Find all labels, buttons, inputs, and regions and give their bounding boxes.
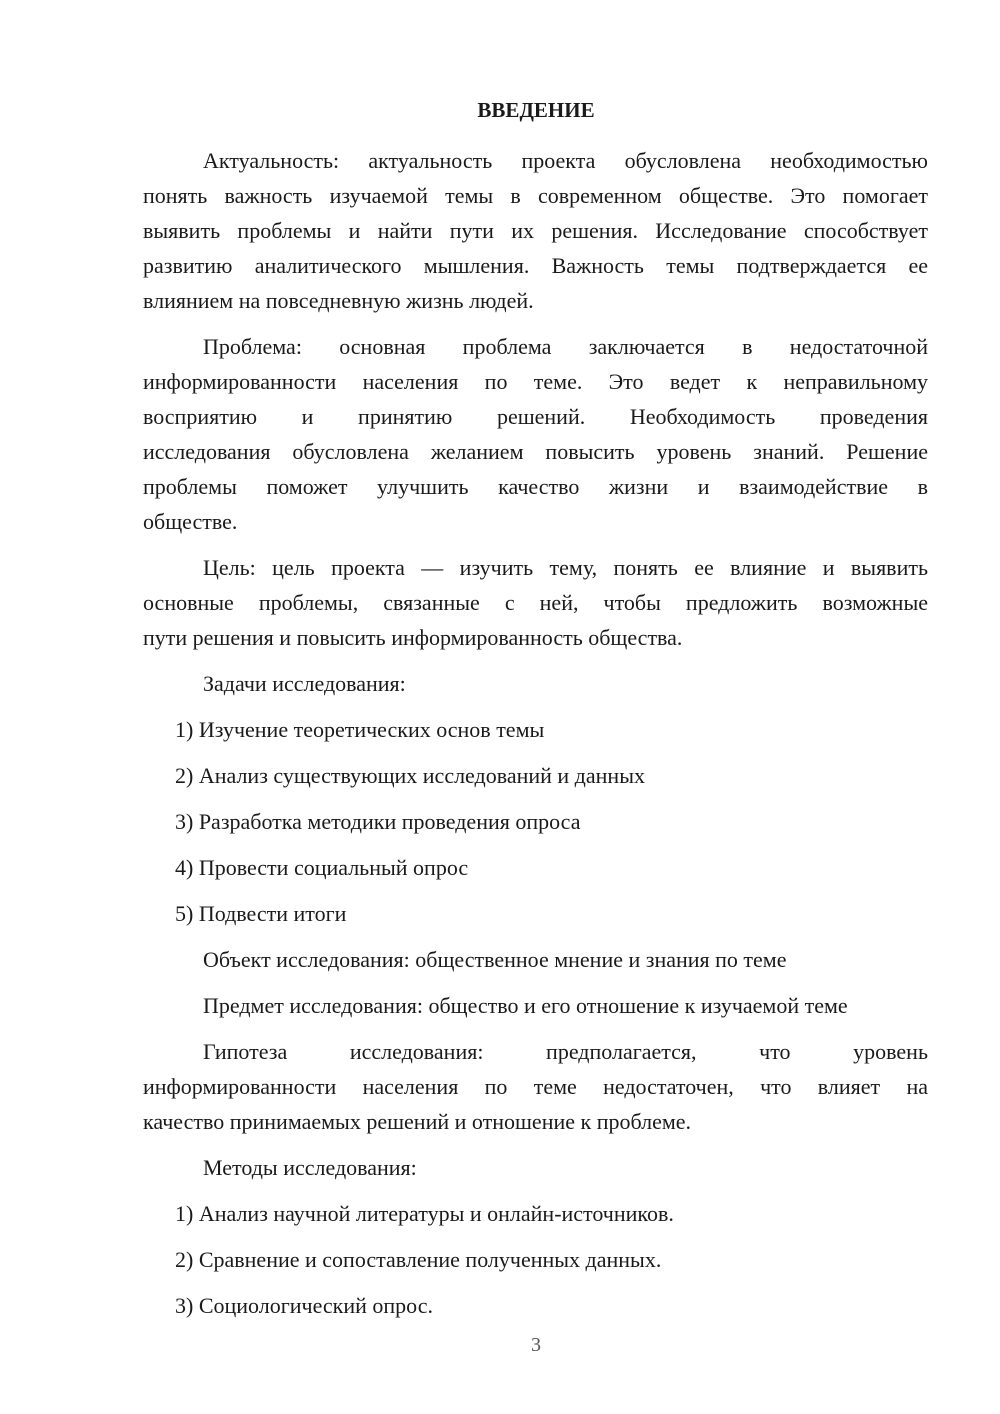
text-line: исследования обусловлена желанием повысить уровень знаний. Решение: [143, 439, 928, 464]
list-item: [143, 712, 928, 747]
text-line: 3) Разработка методики проведения опроса: [175, 809, 581, 834]
text-line: Объект исследования: общественное мнение и знания по теме: [203, 947, 787, 972]
text-line: 2) Анализ существующих исследований и данных: [175, 763, 645, 788]
text-line: информированности населения по теме недостаточен, что влияет на: [143, 1074, 928, 1099]
text-line: влиянием на повседневную жизнь людей.: [143, 288, 534, 313]
text-line: развитию аналитического мышления. Важность темы подтверждается ее: [143, 253, 928, 278]
paragraph: [143, 1034, 928, 1139]
text-line: восприятию и принятию решений. Необходимость проведения: [143, 404, 928, 429]
page-number: 3: [531, 1334, 541, 1356]
text-line: качество принимаемых решений и отношение к проблеме.: [143, 1109, 692, 1134]
text-line: 2) Сравнение и сопоставление полученных данных.: [175, 1247, 662, 1272]
document-body: [143, 143, 928, 1334]
text-line: 3) Социологический опрос.: [175, 1293, 433, 1318]
paragraph: [143, 942, 928, 977]
text-line: Актуальность: актуальность проекта обусловлена необходимостью: [203, 148, 928, 173]
paragraph: [143, 1150, 928, 1185]
paragraph: [143, 550, 928, 655]
text-line: 1) Анализ научной литературы и онлайн-источников.: [175, 1201, 674, 1226]
list-item: [143, 804, 928, 839]
paragraph: [143, 329, 928, 539]
paragraph: [143, 988, 928, 1023]
list-item: [143, 1196, 928, 1231]
text-line: обществе.: [143, 509, 238, 534]
text-line: Предмет исследования: общество и его отношение к изучаемой теме: [203, 993, 848, 1018]
text-line: понять важность изучаемой темы в современном обществе. Это помогает: [143, 183, 928, 208]
text-line: проблемы поможет улучшить качество жизни и взаимодействие в: [143, 474, 928, 499]
text-line: Цель: цель проекта — изучить тему, понять ее влияние и выявить: [203, 555, 928, 580]
text-line: Задачи исследования:: [203, 671, 406, 696]
section-title: ВВЕДЕНИЕ: [477, 98, 595, 122]
text-line: Методы исследования:: [203, 1155, 417, 1180]
list-item: [143, 850, 928, 885]
text-line: 4) Провести социальный опрос: [175, 855, 469, 880]
text-line: информированности населения по теме. Это ведет к неправильному: [143, 369, 928, 394]
paragraph: [143, 666, 928, 701]
text-line: 5) Подвести итоги: [175, 901, 347, 926]
text-line: 1) Изучение теоретических основ темы: [175, 717, 545, 742]
list-item: [143, 1242, 928, 1277]
text-line: пути решения и повысить информированность общества.: [143, 625, 683, 650]
text-line: Проблема: основная проблема заключается в недостаточной: [203, 334, 928, 359]
list-item: [143, 896, 928, 931]
text-line: выявить проблемы и найти пути их решения. Исследование способствует: [143, 218, 928, 243]
text-line: Гипотеза исследования: предполагается, что уровень: [203, 1039, 928, 1064]
paragraph: [143, 143, 928, 318]
list-item: [143, 1288, 928, 1323]
list-item: [143, 758, 928, 793]
text-line: основные проблемы, связанные с ней, чтобы предложить возможные: [143, 590, 928, 615]
